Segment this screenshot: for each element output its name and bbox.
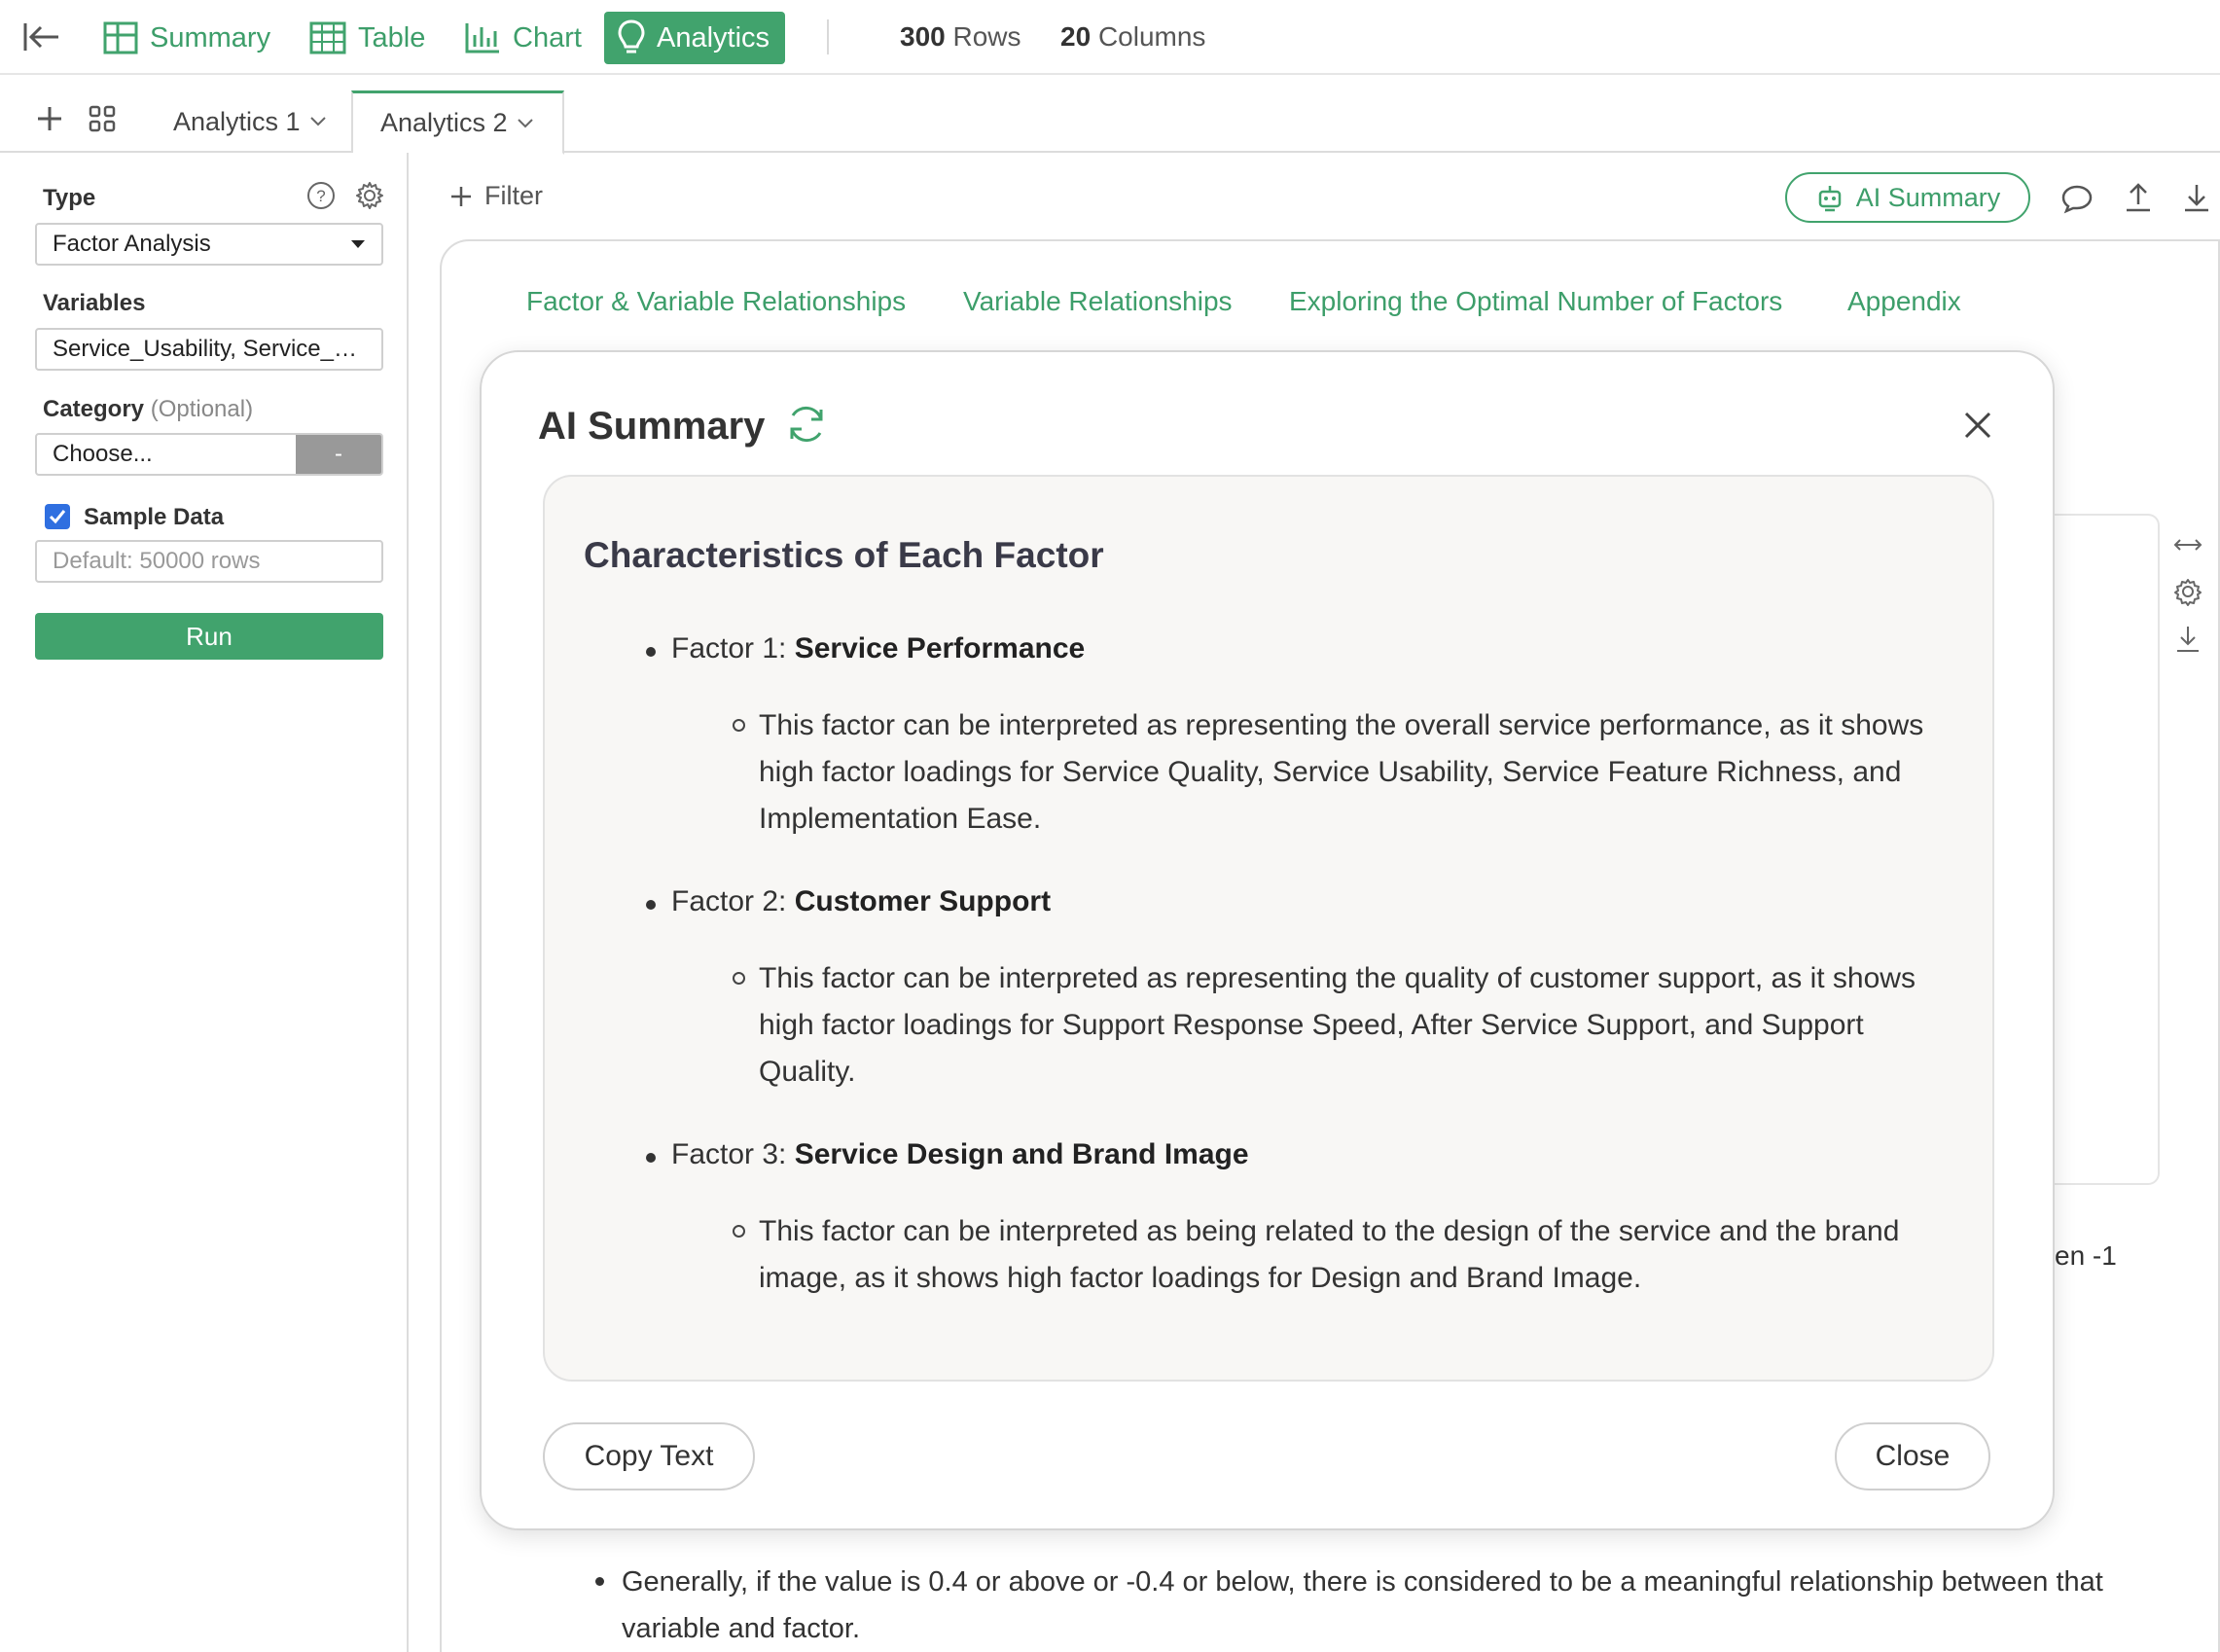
nav-analytics-label: Analytics xyxy=(657,21,770,54)
sample-rows-placeholder: Default: 50000 rows xyxy=(53,548,261,574)
factor-1-title: Factor 1: Service Performance xyxy=(671,632,1086,664)
sub-bullet xyxy=(733,719,745,732)
help-icon[interactable] xyxy=(305,180,337,211)
copy-text-button[interactable]: Copy Text xyxy=(543,1422,755,1490)
chart-panel xyxy=(2047,514,2160,1185)
chart-gear-icon[interactable] xyxy=(2171,575,2204,608)
nav-table[interactable] xyxy=(296,12,439,64)
svg-text:?: ? xyxy=(316,187,326,205)
background-bullet-text: Generally, if the value is 0.4 or above or -0.4 or below, there is considered to be a meaningful relationship between that variable and factor. xyxy=(622,1566,2103,1644)
bar-chart-icon xyxy=(464,21,501,54)
tab-factor-variable-relationships[interactable]: Factor & Variable Relationships xyxy=(526,286,907,316)
factor-bullet xyxy=(646,1153,656,1163)
rows-count: 300 Rows xyxy=(900,21,1021,52)
nav-summary-label: Summary xyxy=(150,21,271,54)
upload-icon[interactable] xyxy=(2123,181,2154,214)
download-icon[interactable] xyxy=(2181,181,2212,214)
type-label: Type xyxy=(43,185,96,211)
background-text-fragment: en -1 xyxy=(2055,1240,2117,1271)
factor-bullet xyxy=(646,647,656,657)
columns-count: 20 Columns xyxy=(1060,21,1206,52)
refresh-icon[interactable] xyxy=(784,402,829,447)
close-button[interactable]: Close xyxy=(1835,1422,1990,1490)
variables-label: Variables xyxy=(43,290,146,316)
bullet-dot xyxy=(595,1577,604,1586)
chart-download-icon[interactable] xyxy=(2171,623,2204,656)
sample-data-checkbox[interactable] xyxy=(45,504,70,529)
factor-bullet xyxy=(646,900,656,910)
ai-summary-button-label: AI Summary xyxy=(1855,182,2001,212)
chevron-down-icon xyxy=(516,117,535,130)
category-dash-button[interactable]: - xyxy=(296,435,381,474)
type-select[interactable] xyxy=(35,223,383,266)
summary-grid-icon xyxy=(103,21,138,54)
ai-summary-button[interactable] xyxy=(1785,172,2030,223)
factor-1-description: This factor can be interpreted as representing the overall service performance, as it shows high factor loadings for Service Quality, Service Usability, Service Feature Richness, and Implementation Ease. xyxy=(759,709,1924,835)
tab-optimal-number-of-factors[interactable]: Exploring the Optimal Number of Factors xyxy=(1289,286,1783,316)
tab-appendix[interactable]: Appendix xyxy=(1847,286,1961,316)
sample-rows-input[interactable] xyxy=(35,540,383,583)
factor-2-description: This factor can be interpreted as representing the quality of customer support, as it shows high factor loadings for Support Response Speed, After Service Support, and Support Quality. xyxy=(759,962,1916,1088)
gear-icon[interactable] xyxy=(354,180,385,211)
filter-label: Filter xyxy=(484,181,543,210)
sub-bullet xyxy=(733,1225,745,1238)
close-icon[interactable] xyxy=(1959,407,1996,444)
nav-chart-label: Chart xyxy=(513,21,582,54)
type-select-value: Factor Analysis xyxy=(53,231,211,257)
plus-icon xyxy=(449,185,473,208)
tab-variable-relationships[interactable]: Variable Relationships xyxy=(963,286,1233,316)
lightbulb-icon xyxy=(618,19,645,56)
collapse-back-icon[interactable] xyxy=(21,18,64,56)
category-select[interactable] xyxy=(35,433,383,476)
caret-down-icon xyxy=(350,239,366,249)
modal-title: AI Summary xyxy=(538,405,766,448)
run-button[interactable]: Run xyxy=(35,613,383,660)
tab-grid-icon[interactable] xyxy=(88,104,117,133)
variables-field[interactable] xyxy=(35,328,383,371)
table-icon xyxy=(309,21,346,54)
add-tab-icon[interactable] xyxy=(35,104,64,133)
top-toolbar xyxy=(0,0,2220,75)
sub-bullet xyxy=(733,972,745,985)
robot-icon xyxy=(1815,183,1844,212)
nav-analytics[interactable] xyxy=(604,12,785,64)
factor-3-description: This factor can be interpreted as being related to the design of the service and the brand image, as it shows high factor loadings for Design and Brand Image. xyxy=(759,1215,1900,1294)
filter-button[interactable] xyxy=(449,181,543,211)
nav-table-label: Table xyxy=(358,21,426,54)
factor-3-title: Factor 3: Service Design and Brand Image xyxy=(671,1138,1249,1170)
tab-label: Analytics 1 xyxy=(173,106,301,136)
sample-data-label: Sample Data xyxy=(84,504,225,530)
category-label: Category (Optional) xyxy=(43,396,254,422)
summary-heading: Characteristics of Each Factor xyxy=(584,535,1104,575)
tab-analytics-1[interactable] xyxy=(146,90,355,153)
variables-value: Service_Usability, Service_… xyxy=(53,336,357,362)
category-placeholder: Choose... xyxy=(53,441,153,467)
tab-analytics-2[interactable] xyxy=(351,90,564,155)
toolbar-divider xyxy=(827,19,829,54)
factor-2-title: Factor 2: Customer Support xyxy=(671,885,1052,917)
expand-horizontal-icon[interactable] xyxy=(2171,528,2204,561)
tab-label: Analytics 2 xyxy=(380,108,508,137)
chevron-down-icon xyxy=(308,115,328,128)
nav-chart[interactable] xyxy=(450,12,595,64)
settings-panel xyxy=(0,153,409,1652)
nav-summary[interactable] xyxy=(90,12,284,64)
analytics-tab-bar xyxy=(0,75,2220,153)
comment-icon[interactable] xyxy=(2060,183,2094,214)
